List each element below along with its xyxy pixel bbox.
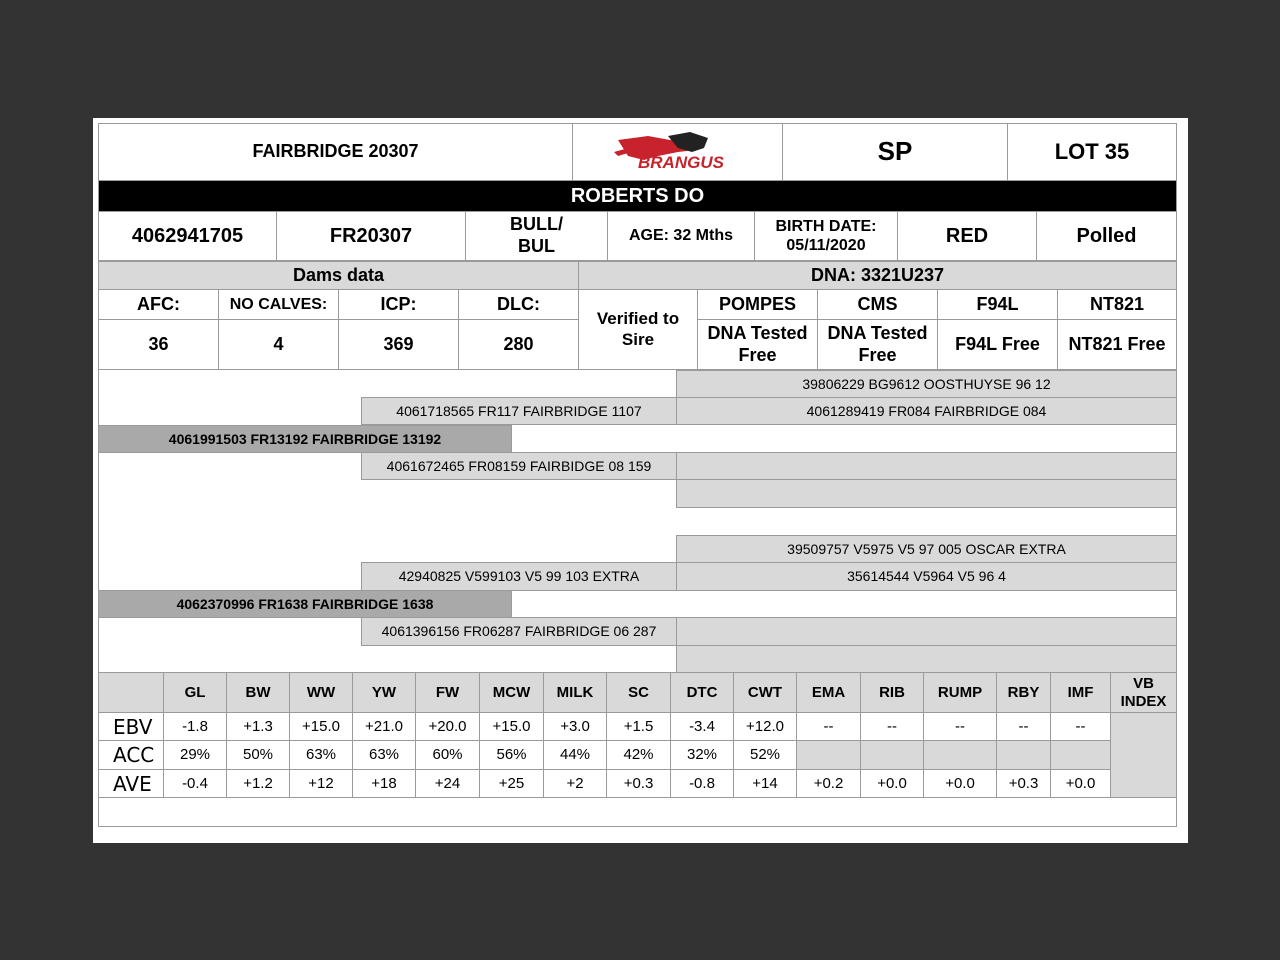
- ebv-cell: 42%: [606, 740, 671, 770]
- bull-logo-icon: [608, 130, 748, 174]
- dna-header-nt821: NT821: [1057, 289, 1177, 320]
- pedigree-dam-sire-sire: 39509757 V5975 V5 97 005 OSCAR EXTRA: [676, 535, 1177, 563]
- ebv-cell: +1.2: [226, 769, 290, 798]
- dams-header-icp: ICP:: [338, 289, 459, 320]
- animal-tag: FR20307: [276, 211, 466, 261]
- breeder-banner: ROBERTS DO: [98, 181, 1177, 211]
- ebv-cell: 56%: [479, 740, 544, 770]
- dna-header-cms: CMS: [817, 289, 938, 320]
- ebv-cell: --: [1050, 712, 1111, 741]
- ebv-cell: [1050, 740, 1111, 770]
- ebv-cell: +24: [415, 769, 480, 798]
- ebv-cell: --: [923, 712, 997, 741]
- dna-value-nt821: NT821 Free: [1057, 319, 1177, 370]
- ebv-cell: -0.8: [670, 769, 734, 798]
- pedigree-sire-dam: 4061672465 FR08159 FAIRBIDGE 08 159: [361, 452, 677, 480]
- dams-header-calves: NO CALVES:: [218, 289, 339, 320]
- ebv-cell: +12: [289, 769, 353, 798]
- ebv-cell: +0.3: [606, 769, 671, 798]
- dams-title: Dams data: [98, 261, 579, 290]
- vb-index-header: VB INDEX: [1110, 672, 1177, 713]
- ebv-column-header: FW: [415, 672, 480, 713]
- pedigree-sire: 4061991503 FR13192 FAIRBRIDGE 13192: [98, 425, 512, 453]
- ebv-column-header: CWT: [733, 672, 797, 713]
- pedigree-dam-sire: 42940825 V599103 V5 99 103 EXTRA: [361, 562, 677, 591]
- lot-number: LOT 35: [1007, 123, 1177, 181]
- ebv-cell: +21.0: [352, 712, 416, 741]
- ebv-cell: -1.8: [163, 712, 227, 741]
- dna-header-pompes: POMPES: [697, 289, 818, 320]
- animal-id: 4062941705: [98, 211, 277, 261]
- dna-title: DNA: 3321U237: [578, 261, 1177, 290]
- ebv-cell: 63%: [289, 740, 353, 770]
- ebv-column-header: RBY: [996, 672, 1051, 713]
- ebv-column-header: GL: [163, 672, 227, 713]
- ebv-cell: --: [996, 712, 1051, 741]
- dams-header-afc: AFC:: [98, 289, 219, 320]
- ebv-cell: +0.0: [860, 769, 924, 798]
- animal-age: AGE: 32 Mths: [607, 211, 755, 261]
- ebv-cell: 60%: [415, 740, 480, 770]
- verified-to-sire: Verified to Sire: [578, 289, 698, 370]
- ebv-column-header: MILK: [543, 672, 607, 713]
- birth-date: BIRTH DATE: 05/11/2020: [754, 211, 898, 261]
- ebv-cell: 50%: [226, 740, 290, 770]
- ebv-cell: --: [860, 712, 924, 741]
- ebv-cell: +1.3: [226, 712, 290, 741]
- pedigree-dam-dam-sire: [676, 617, 1177, 646]
- ebv-cell: 52%: [733, 740, 797, 770]
- ebv-column-header: RIB: [860, 672, 924, 713]
- pedigree-sire-dam-sire: [676, 452, 1177, 480]
- ebv-cell: +14: [733, 769, 797, 798]
- ebv-cell: +0.0: [923, 769, 997, 798]
- pedigree-sire-sire-dam: 4061289419 FR084 FAIRBRIDGE 084: [676, 397, 1177, 425]
- dams-value-icp: 369: [338, 319, 459, 370]
- ebv-cell: 29%: [163, 740, 227, 770]
- animal-sex: BULL/ BUL: [465, 211, 608, 261]
- footer-row: [98, 797, 1177, 827]
- dna-header-f94l: F94L: [937, 289, 1058, 320]
- brangus-logo: [572, 123, 783, 181]
- dams-value-afc: 36: [98, 319, 219, 370]
- ebv-cell: -0.4: [163, 769, 227, 798]
- brand-label: BRANGUS: [637, 153, 724, 172]
- ebv-column-header: EMA: [796, 672, 861, 713]
- ebv-row-label: AVE: [98, 769, 164, 798]
- ebv-column-header: MCW: [479, 672, 544, 713]
- ebv-cell: +3.0: [543, 712, 607, 741]
- ebv-row-label: EBV: [98, 712, 164, 741]
- animal-color: RED: [897, 211, 1037, 261]
- pedigree-dam-dam-dam: [676, 645, 1177, 673]
- ebv-cell: 63%: [352, 740, 416, 770]
- ebv-cell: [860, 740, 924, 770]
- ebv-cell: +25: [479, 769, 544, 798]
- animal-name: FAIRBRIDGE 20307: [98, 123, 573, 181]
- ebv-column-header: RUMP: [923, 672, 997, 713]
- pedigree-dam-dam: 4061396156 FR06287 FAIRBRIDGE 06 287: [361, 617, 677, 646]
- ebv-cell: 32%: [670, 740, 734, 770]
- ebv-cell: 44%: [543, 740, 607, 770]
- ebv-cell: [923, 740, 997, 770]
- ebv-cell: +0.0: [1050, 769, 1111, 798]
- pedigree-sire-sire-sire: 39806229 BG9612 OOSTHUYSE 96 12: [676, 370, 1177, 398]
- ebv-cell: [996, 740, 1051, 770]
- ebv-cell: -3.4: [670, 712, 734, 741]
- pedigree-sire-sire: 4061718565 FR117 FAIRBRIDGE 1107: [361, 397, 677, 425]
- ebv-cell: +15.0: [479, 712, 544, 741]
- pedigree-sire-dam-dam: [676, 479, 1177, 508]
- ebv-cell: +15.0: [289, 712, 353, 741]
- dna-value-pompes: DNA Tested Free: [697, 319, 818, 370]
- horn-status: Polled: [1036, 211, 1177, 261]
- dams-header-dlc: DLC:: [458, 289, 579, 320]
- ebv-cell: +0.2: [796, 769, 861, 798]
- ebv-cell: [796, 740, 861, 770]
- ebv-cell: --: [796, 712, 861, 741]
- ebv-column-header: SC: [606, 672, 671, 713]
- dams-value-dlc: 280: [458, 319, 579, 370]
- ebv-cell: +0.3: [996, 769, 1051, 798]
- ebv-column-header: YW: [352, 672, 416, 713]
- ebv-row-label: ACC: [98, 740, 164, 770]
- dna-value-f94l: F94L Free: [937, 319, 1058, 370]
- ebv-cell: +12.0: [733, 712, 797, 741]
- pedigree-dam-sire-dam: 35614544 V5964 V5 96 4: [676, 562, 1177, 591]
- pedigree-dam: 4062370996 FR1638 FAIRBRIDGE 1638: [98, 590, 512, 618]
- dams-value-calves: 4: [218, 319, 339, 370]
- code-cell: SP: [782, 123, 1008, 181]
- ebv-column-header: WW: [289, 672, 353, 713]
- ebv-cell: +20.0: [415, 712, 480, 741]
- ebv-corner: [98, 672, 164, 713]
- ebv-cell: +2: [543, 769, 607, 798]
- dna-value-cms: DNA Tested Free: [817, 319, 938, 370]
- ebv-column-header: IMF: [1050, 672, 1111, 713]
- ebv-cell: +1.5: [606, 712, 671, 741]
- ebv-column-header: DTC: [670, 672, 734, 713]
- vb-index-value: [1110, 712, 1177, 798]
- ebv-cell: +18: [352, 769, 416, 798]
- ebv-column-header: BW: [226, 672, 290, 713]
